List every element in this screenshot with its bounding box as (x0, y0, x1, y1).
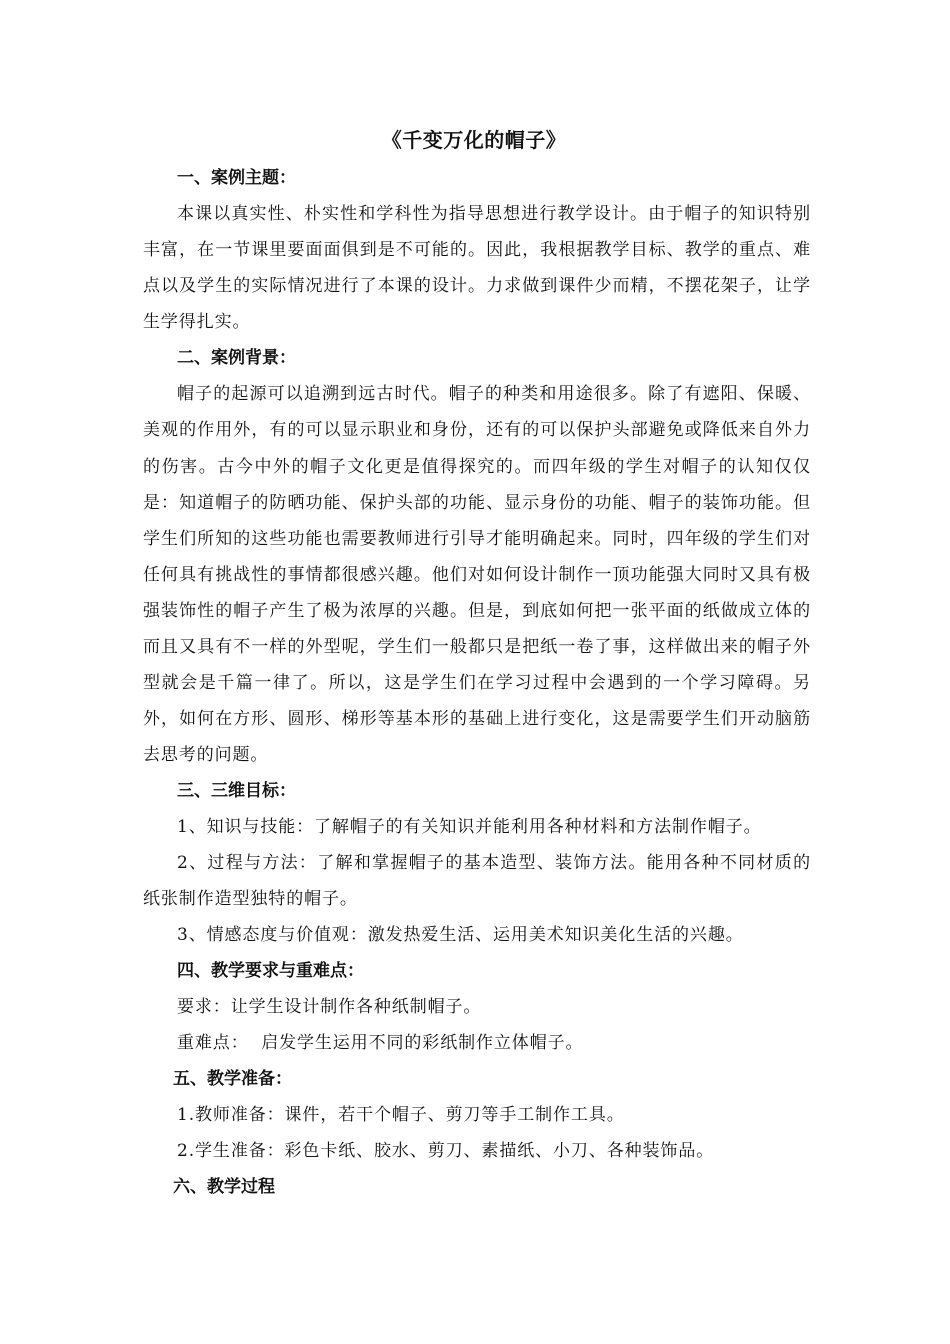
section-heading-process: 六、教学过程 (173, 1177, 275, 1198)
document-title: 《千变万化的帽子》 (381, 128, 567, 152)
section-heading-background: 二、案例背景： (177, 348, 296, 369)
section-heading-preparation: 五、教学准备： (173, 1069, 292, 1090)
objective-item: 2、过程与方法：了解和掌握帽子的基本造型、装饰方法。能用各种不同材质的纸张制作造型独特的帽子。 (143, 853, 811, 910)
objective-item: 3、情感态度与价值观：激发热爱生活、运用美术知识美化生活的兴趣。 (177, 925, 744, 946)
key-point-item: 重难点： 启发学生运用不同的彩纸制作立体帽子。 (177, 1033, 584, 1054)
preparation-item: 1.教师准备：课件，若干个帽子、剪刀等手工制作工具。 (177, 1105, 625, 1126)
document-page (143, 120, 811, 1205)
objective-item: 1、知识与技能：了解帽子的有关知识并能利用各种材料和方法制作帽子。 (177, 817, 762, 838)
requirement-item: 要求：让学生设计制作各种纸制帽子。 (177, 997, 482, 1018)
section-heading-objectives: 三、三维目标： (177, 781, 296, 802)
section-paragraph: 帽子的起源可以追溯到远古时代。帽子的种类和用途很多。除了有遮阳、保暖、美观的作用外，有的可以显示职业和身份，还有的可以保护头部避免或降低来自外力的伤害。古今中外的帽子文化更是值得探究的。而四年级的学生对帽子的认知仅仅是：知道帽子的防晒功能、保护头部的功能、显示身份的功能、帽子的装饰功能。但学生们所知的这些功能也需要教师进行引导才能明确起来。同时，四年级的学生们对任何具有挑战性的事情都很感兴趣。他们对如何设计制作一顶功能强大同时又具有极强装饰性的帽子产生了极为浓厚的兴趣。但是，到底如何把一张平面的纸做成立体的而且又具有不一样的外型呢，学生们一般都只是把纸一卷了事，这样做出来的帽子外型就会是千篇一律了。所以，这是学生们在学习过程中会遇到的一个学习障碍。另外，如何在方形、圆形、梯形等基本形的基础上进行变化，这是需要学生们开动脑筋去思考的问题。 (143, 384, 811, 766)
section-heading-theme: 一、案例主题： (177, 168, 296, 188)
section-paragraph: 本课以真实性、朴实性和学科性为指导思想进行教学设计。由于帽子的知识特别丰富，在一节课里要面面俱到是不可能的。因此，我根据教学目标、教学的重点、难点以及学生的实际情况进行了本课的设计。力求做到课件少而精，不摆花架子，让学生学得扎实。 (143, 204, 811, 333)
section-heading-requirements: 四、教学要求与重难点： (177, 961, 364, 982)
preparation-item: 2.学生准备：彩色卡纸、胶水、剪刀、素描纸、小刀、各种装饰品。 (177, 1141, 715, 1162)
